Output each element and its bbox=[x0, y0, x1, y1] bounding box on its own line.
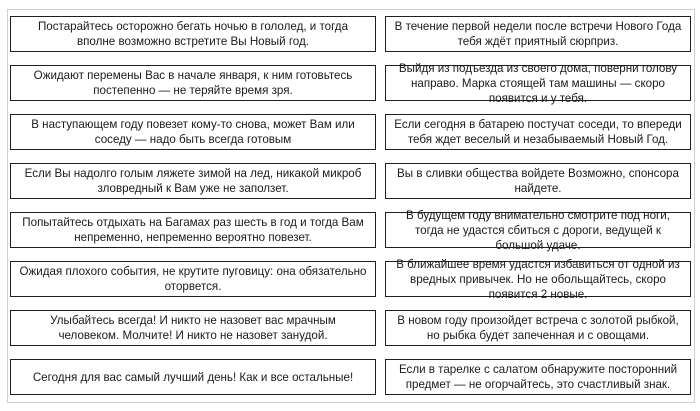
table-row bbox=[8, 304, 694, 353]
prediction-text: В ближайшее время удастся избавиться от одной из вредных привычек. Но не обольщайтесь, скоро появится 2 новые. bbox=[396, 257, 680, 301]
prediction-text: Если сегодня в батарею постучат соседи, то впереди тебя ждет веселый и незабываемый Новый Год. bbox=[394, 118, 682, 146]
prediction-text: В новом году произойдет встреча с золотой рыбкой, но рыбка будет запеченная и с овощами. bbox=[397, 314, 679, 342]
prediction-text: Ожидая плохого события, не крутите пуговицу: она обязательно оторвется. bbox=[19, 265, 367, 293]
prediction-cell-left bbox=[10, 114, 376, 150]
prediction-text: Вы в сливки общества войдете Возможно, спонсора найдете. bbox=[397, 167, 679, 195]
table-row bbox=[8, 108, 694, 157]
prediction-text: В наступающем году повезет кому-то снова, может Вам или соседу — надо быть всегда готовым bbox=[31, 118, 355, 146]
prediction-text: Постарайтесь осторожно бегать ночью в гололед, и тогда вполне возможно встретите Вы Новый год. bbox=[37, 20, 349, 48]
prediction-cell-right bbox=[385, 208, 691, 252]
table-row bbox=[8, 353, 694, 402]
prediction-cell-left bbox=[10, 163, 376, 199]
prediction-cell-left bbox=[10, 65, 376, 101]
prediction-text: Если в тарелке с салатом обнаружите посторонний предмет — не огорчайтесь, это счастливый знак. bbox=[398, 363, 678, 391]
table-row bbox=[8, 10, 694, 59]
prediction-cell-left bbox=[10, 261, 376, 297]
prediction-text: Ожидают перемены Вас в начале января, к ним готовьтесь постепенно — не теряйте время зря. bbox=[33, 69, 353, 97]
prediction-text: В будущем году внимательно смотрите под ноги, тогда не удастся сбиться с дороги, ведущей к большой удаче. bbox=[406, 208, 670, 252]
prediction-cell-left bbox=[10, 310, 376, 346]
prediction-cell-left bbox=[10, 359, 376, 395]
prediction-cell-right bbox=[385, 257, 691, 301]
table-row bbox=[8, 157, 694, 206]
prediction-text: Сегодня для вас самый лучший день! Как и все остальные! bbox=[32, 370, 354, 384]
prediction-text: В течение первой недели после встречи Нового Года тебя ждёт приятный сюрприз. bbox=[394, 20, 682, 48]
prediction-cell-right bbox=[385, 61, 691, 105]
prediction-text: Улыбайтесь всегда! И никто не назовет вас мрачным человеком. Молчите! И никто не назовет занудой. bbox=[50, 314, 336, 342]
predictions-table bbox=[7, 9, 695, 403]
prediction-cell-left bbox=[10, 212, 376, 248]
prediction-text: Попытайтесь отдыхать на Багамах раз шесть в год и тогда Вам непременно, непременно вероятно повезет. bbox=[22, 216, 364, 244]
prediction-cell-right bbox=[385, 16, 691, 52]
prediction-cell-right bbox=[385, 163, 691, 199]
prediction-cell-right bbox=[385, 114, 691, 150]
table-row bbox=[8, 255, 694, 304]
table-row bbox=[8, 206, 694, 255]
table-row bbox=[8, 59, 694, 108]
prediction-cell-right bbox=[385, 310, 691, 346]
prediction-text: Если Вы надолго голым ляжете зимой на лед, никакой микроб зловредный к Вам уже не заползет. bbox=[24, 167, 362, 195]
prediction-cell-left bbox=[10, 16, 376, 52]
prediction-cell-right bbox=[385, 359, 691, 395]
prediction-text: Выйдя из подъезда из своего дома, поверни голову направо. Марка стоящей там машины — скоро появится и у тебя. bbox=[398, 61, 678, 105]
